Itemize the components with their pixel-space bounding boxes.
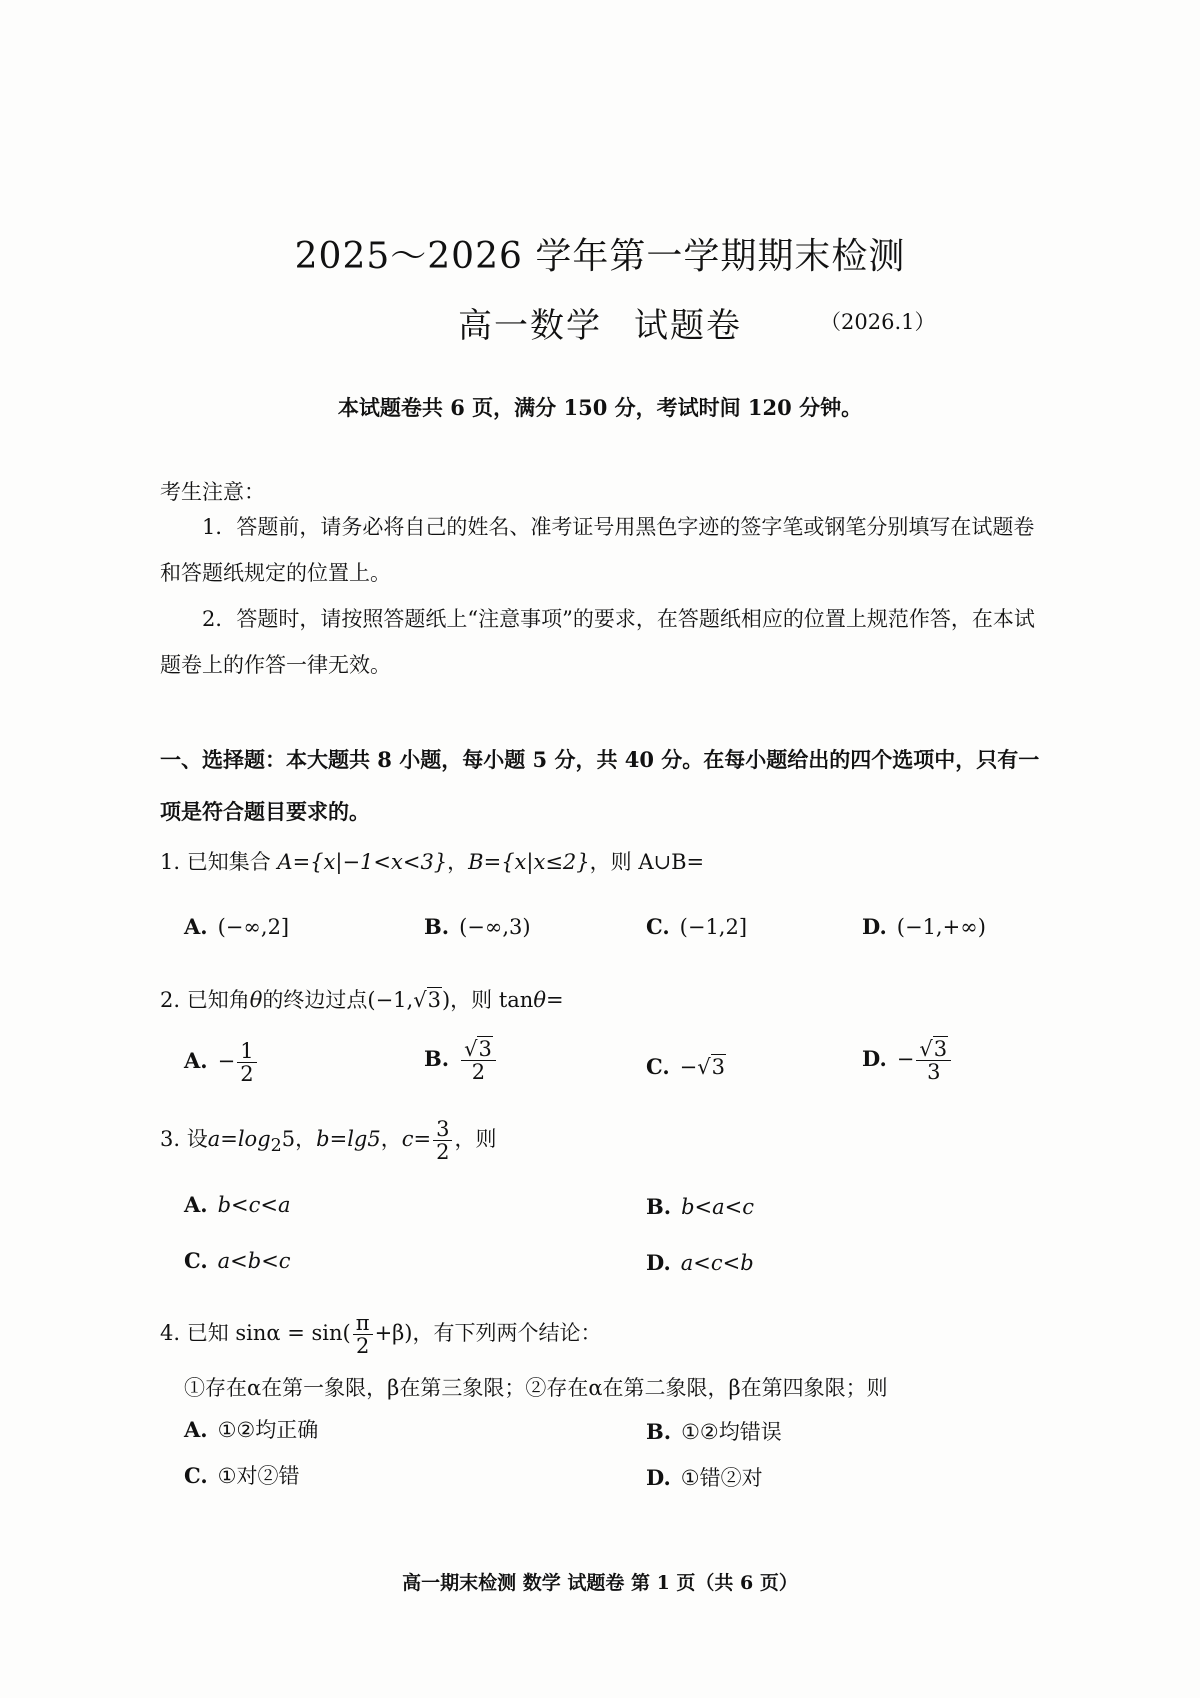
notice-item-1: 1．答题前，请务必将自己的姓名、准考证号用黑色字迹的签字笔或钢笔分别填写在试题卷和答题纸规定的位置上。 bbox=[160, 515, 1035, 585]
paper-type-label: 试题卷 bbox=[634, 306, 742, 346]
question-4 bbox=[160, 1312, 602, 1357]
denominator: 2 bbox=[471, 1060, 486, 1085]
option-text: a<b<c bbox=[217, 1249, 291, 1273]
option-text: (−∞,2] bbox=[217, 915, 290, 939]
subject-label: 高一数学 bbox=[458, 306, 602, 346]
q3-prefix: 3. 设 bbox=[160, 1127, 208, 1152]
option-letter: C. bbox=[184, 1463, 208, 1488]
option-text: (−1,2] bbox=[679, 915, 748, 939]
fraction bbox=[433, 1118, 452, 1163]
q1-suffix: ，则 A∪B= bbox=[589, 850, 705, 874]
q3-option-a bbox=[184, 1192, 291, 1217]
log-base: 2 bbox=[270, 1136, 282, 1157]
sqrt-symbol: √3 bbox=[919, 1037, 948, 1061]
notice-item-2: 2．答题时，请按照答题纸上“注意事项”的要求，在答题纸相应的位置上规范作答，在本试题卷上的作答一律无效。 bbox=[160, 607, 1035, 677]
q1-comma: ， bbox=[447, 850, 469, 874]
page-footer: 高一期末检测 数学 试题卷 第 1 页（共 6 页） bbox=[402, 1572, 798, 1594]
fraction bbox=[916, 1038, 951, 1083]
q3-option-c bbox=[184, 1248, 291, 1273]
option-letter: A. bbox=[184, 1192, 208, 1217]
q4-option-c bbox=[184, 1460, 299, 1490]
sqrt-radicand: 3 bbox=[427, 988, 441, 1012]
q1-option-c bbox=[646, 914, 747, 939]
option-letter: A. bbox=[184, 914, 208, 939]
fraction bbox=[461, 1038, 496, 1083]
numerator: 3 bbox=[433, 1118, 452, 1141]
sqrt-radicand: 3 bbox=[478, 1037, 492, 1061]
q2-equals: = bbox=[545, 988, 564, 1012]
option-letter: A. bbox=[184, 1417, 208, 1442]
option-letter: B. bbox=[424, 1046, 450, 1072]
q1-set-a: A={x|−1<x<3} bbox=[277, 850, 448, 874]
q2-option-c bbox=[646, 1054, 726, 1079]
denominator: 3 bbox=[927, 1060, 941, 1085]
question-1 bbox=[160, 846, 704, 876]
fraction bbox=[353, 1312, 373, 1357]
q4-mid: +β)，有下列两个结论： bbox=[374, 1321, 602, 1346]
option-letter: C. bbox=[184, 1248, 208, 1273]
q3-option-b bbox=[646, 1194, 754, 1219]
exam-subtitle bbox=[458, 298, 742, 347]
option-text: a<c<b bbox=[680, 1251, 754, 1275]
option-text: ①②均正确 bbox=[217, 1418, 319, 1442]
option-letter: D. bbox=[646, 1465, 671, 1490]
option-letter: B. bbox=[424, 914, 450, 939]
q2-suffix: )，则 tan bbox=[441, 988, 534, 1012]
option-text: b<c<a bbox=[217, 1193, 291, 1217]
denominator: 2 bbox=[355, 1334, 370, 1359]
option-letter: C. bbox=[646, 914, 670, 939]
numerator: 1 bbox=[237, 1040, 256, 1063]
section-heading: 一、选择题：本大题共 8 小题，每小题 5 分，共 40 分。在每小题给出的四个选项中，只有一项是符合题目要求的。 bbox=[160, 747, 1040, 824]
q3-suffix: ，则 bbox=[454, 1127, 497, 1152]
q3-b-def: b=lg5 bbox=[316, 1127, 381, 1152]
q2-option-a bbox=[184, 1040, 259, 1085]
q4-option-b bbox=[646, 1416, 782, 1446]
q2-prefix: 2. 已知角 bbox=[160, 988, 250, 1012]
option-letter: B. bbox=[646, 1419, 672, 1444]
denominator: 2 bbox=[240, 1062, 254, 1087]
minus-sign: − bbox=[896, 1047, 915, 1072]
option-text: ①错②对 bbox=[680, 1466, 763, 1490]
option-letter: D. bbox=[646, 1250, 671, 1275]
minus-sign: − bbox=[217, 1049, 236, 1074]
notice-heading: 考生注意： bbox=[160, 480, 265, 504]
denominator: 2 bbox=[436, 1140, 450, 1165]
option-text: ①②均错误 bbox=[681, 1420, 782, 1444]
q4-prefix: 4. 已知 sinα = sin( bbox=[160, 1321, 351, 1346]
q1-option-a bbox=[184, 914, 289, 939]
numerator: π bbox=[353, 1312, 373, 1335]
fraction bbox=[237, 1040, 256, 1085]
option-text: b<a<c bbox=[681, 1195, 754, 1219]
sqrt-symbol: √3 bbox=[464, 1037, 492, 1061]
question-3 bbox=[160, 1118, 496, 1163]
option-letter: A. bbox=[184, 1048, 208, 1074]
q3-a-tail: 5 bbox=[281, 1127, 296, 1152]
exam-title: 2025～2026 学年第一学期期末检测 bbox=[294, 236, 906, 277]
q1-option-b bbox=[424, 914, 531, 939]
q4-option-a bbox=[184, 1414, 318, 1444]
sqrt-symbol: √3 bbox=[697, 1055, 726, 1079]
exam-intro: 本试题卷共 6 页，满分 150 分，考试时间 120 分钟。 bbox=[337, 395, 863, 420]
sqrt-radicand: 3 bbox=[711, 1055, 726, 1079]
q3-c-def: c= bbox=[401, 1127, 432, 1152]
option-text: (−∞,3) bbox=[459, 915, 531, 939]
q1-prefix: 1. 已知集合 bbox=[160, 850, 271, 874]
q3-sep: ， bbox=[295, 1127, 317, 1152]
q3-option-d bbox=[646, 1250, 754, 1275]
q2-theta-2: θ bbox=[533, 988, 546, 1012]
option-letter: B. bbox=[646, 1194, 672, 1219]
option-text: (−1,+∞) bbox=[896, 915, 986, 939]
numerator bbox=[916, 1038, 951, 1061]
q4-statement: ①存在α在第一象限，β在第三象限；②存在α在第二象限，β在第四象限；则 bbox=[184, 1376, 888, 1400]
q3-a-def: a=log bbox=[207, 1127, 271, 1152]
numerator bbox=[461, 1038, 496, 1061]
sqrt-radicand: 3 bbox=[933, 1037, 948, 1061]
q2-option-b bbox=[424, 1038, 498, 1083]
option-text: ①对②错 bbox=[217, 1464, 300, 1488]
q2-option-d bbox=[862, 1038, 953, 1083]
question-2 bbox=[160, 984, 564, 1014]
q3-sep: ， bbox=[380, 1127, 402, 1152]
option-letter: D. bbox=[862, 914, 887, 939]
q4-option-d bbox=[646, 1462, 763, 1492]
exam-date: （2026.1） bbox=[820, 310, 936, 334]
q2-theta: θ bbox=[249, 988, 263, 1012]
option-letter: D. bbox=[862, 1046, 887, 1072]
sqrt-symbol: √3 bbox=[413, 988, 441, 1012]
q1-option-d bbox=[862, 914, 986, 939]
q2-middle: 的终边过点(−1, bbox=[262, 988, 414, 1012]
notice-list bbox=[160, 504, 1045, 688]
q1-set-b: B={x|x≤2} bbox=[468, 850, 590, 874]
option-letter: C. bbox=[646, 1054, 670, 1079]
minus-sign: − bbox=[679, 1055, 698, 1079]
